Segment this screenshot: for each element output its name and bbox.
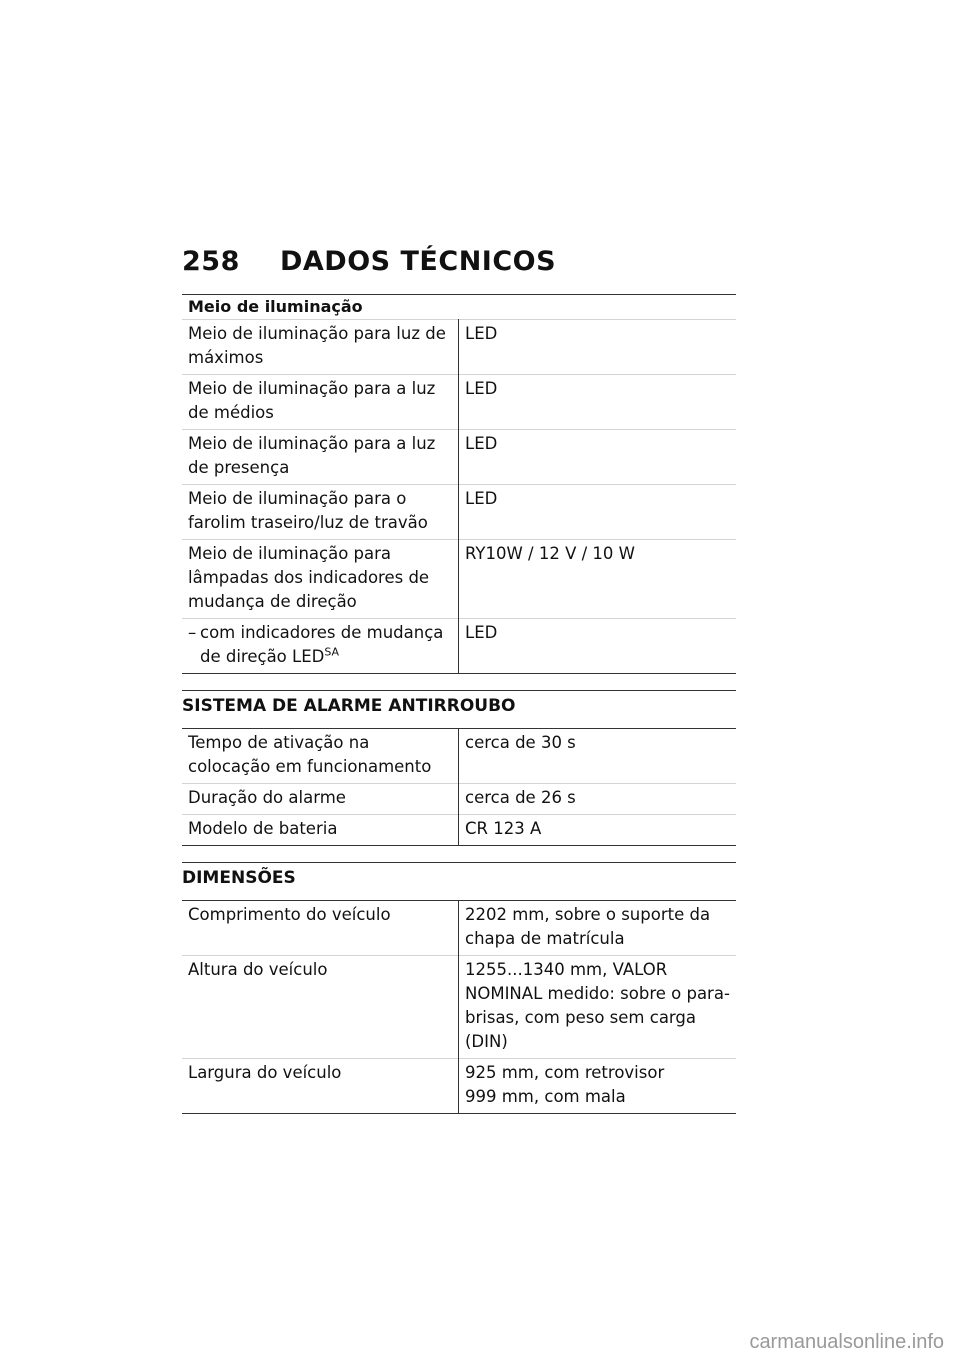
watermark: carmanualsonline.info <box>749 1331 944 1353</box>
row-label: Meio de iluminação para o farolim traseiro/luz de travão <box>182 485 459 540</box>
row-value: cerca de 30 s <box>465 733 576 752</box>
table-row <box>182 430 736 485</box>
table-row <box>182 901 736 956</box>
row-label: Largura do veículo <box>182 1059 459 1114</box>
value-line: 999 mm, com mala <box>465 1087 626 1106</box>
row-value: LED <box>465 324 498 343</box>
row-value: LED <box>465 379 498 398</box>
page-number: 258 <box>182 246 240 277</box>
table-row <box>182 729 736 784</box>
row-label: Modelo de bateria <box>182 815 459 846</box>
row-value: LED <box>465 623 498 642</box>
row-value: cerca de 26 s <box>465 788 576 807</box>
page-header <box>182 246 556 277</box>
row-value: LED <box>465 489 498 508</box>
sub-label-line2: de direção LED <box>200 647 325 666</box>
row-label: Meio de iluminação para luz de máximos <box>182 320 459 375</box>
value-line: 925 mm, com retrovisor <box>465 1063 665 1082</box>
table-row <box>182 540 736 619</box>
section-title-alarm: SISTEMA DE ALARME ANTIRROUBO <box>182 690 736 729</box>
row-label: Meio de iluminação para lâmpadas dos indicadores de mudança de direção <box>182 540 459 619</box>
row-value: RY10W / 12 V / 10 W <box>465 544 635 563</box>
table-row <box>182 956 736 1059</box>
row-value: 2202 mm, sobre o suporte da chapa de matrícula <box>465 905 711 948</box>
alarm-table <box>182 729 736 846</box>
row-label: Meio de iluminação para a luz de médios <box>182 375 459 430</box>
row-label: Altura do veículo <box>182 956 459 1059</box>
section-title-dimensions: DIMENSÕES <box>182 862 736 901</box>
table-row <box>182 485 736 540</box>
table-row <box>182 619 736 674</box>
row-value: LED <box>465 434 498 453</box>
row-value <box>459 1059 737 1114</box>
row-label: Meio de iluminação para a luz de presença <box>182 430 459 485</box>
row-label: Comprimento do veículo <box>182 901 459 956</box>
row-label: Duração do alarme <box>182 784 459 815</box>
row-label-sub <box>182 619 459 674</box>
row-label: Tempo de ativação na colocação em funcionamento <box>182 729 459 784</box>
table-row <box>182 815 736 846</box>
row-value: CR 123 A <box>465 819 542 838</box>
lighting-table <box>182 319 736 674</box>
dash-marker: – <box>188 623 197 642</box>
row-value: 1255...1340 mm, VALOR NOMINAL medido: sobre o para-brisas, com peso sem carga (DIN) <box>465 960 730 1051</box>
table-row <box>182 375 736 430</box>
page-title: DADOS TÉCNICOS <box>280 246 557 277</box>
table-row <box>182 784 736 815</box>
content <box>182 294 736 1114</box>
sub-label-line1: com indicadores de mudança <box>200 623 444 642</box>
dimensions-table <box>182 901 736 1114</box>
table-row <box>182 1059 736 1114</box>
table-row <box>182 320 736 375</box>
section-title-lighting: Meio de iluminação <box>182 294 736 319</box>
sa-superscript: SA <box>324 645 340 659</box>
